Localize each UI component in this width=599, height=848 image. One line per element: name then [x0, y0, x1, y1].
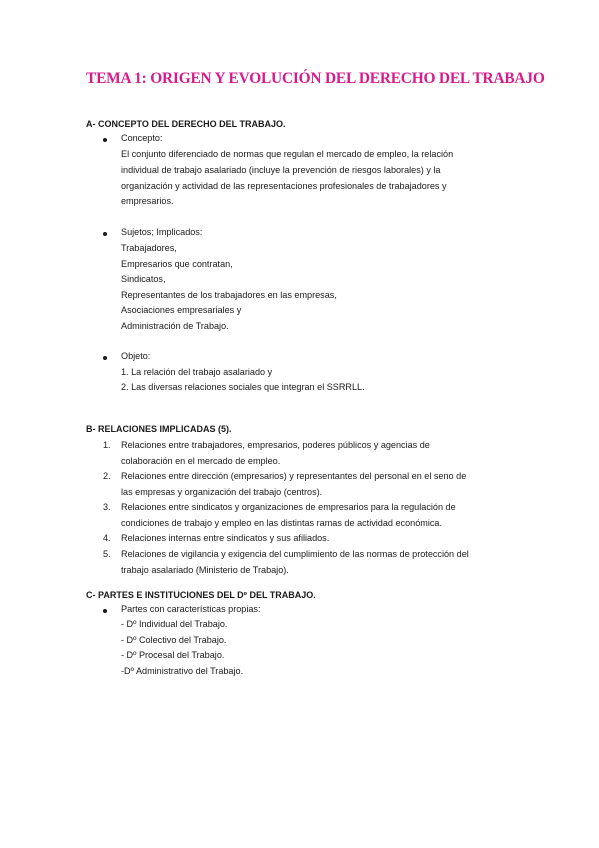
sujetos-line: Empresarios que contratan,	[121, 259, 233, 269]
list-item-line: las empresas y organización del trabajo (centros).	[121, 487, 323, 497]
list-item-number: 2.	[103, 471, 111, 481]
list-item-line: Relaciones entre dirección (empresarios) y representantes del personal en el seno de	[121, 471, 467, 481]
partes-line: - Dº Procesal del Trabajo.	[121, 650, 225, 660]
partes-line: -Dº Administrativo del Trabajo.	[121, 666, 244, 676]
objeto-line: 2. Las diversas relaciones sociales que integran el SSRRLL.	[121, 382, 365, 392]
concepto-label: Concepto:	[121, 133, 163, 143]
sujetos-line: Trabajadores,	[121, 243, 177, 253]
list-item-number: 1.	[103, 440, 111, 450]
partes-line: - Dº Individual del Trabajo.	[121, 619, 228, 629]
section-b-heading: B- RELACIONES IMPLICADAS (5).	[86, 424, 232, 434]
concepto-line: El conjunto diferenciado de normas que regulan el mercado de empleo, la relación	[121, 149, 454, 159]
list-item-line: condiciones de trabajo y empleo en las distintas ramas de actividad económica.	[121, 518, 442, 528]
section-c-heading: C- PARTES E INSTITUCIONES DEL Dº DEL TRABAJO.	[86, 590, 316, 600]
list-item-number: 3.	[103, 502, 111, 512]
list-item-number: 5.	[103, 549, 111, 559]
list-item-line: trabajo asalariado (Ministerio de Trabajo).	[121, 565, 289, 575]
bullet-icon	[103, 232, 107, 236]
concepto-line: empresarios.	[121, 196, 174, 206]
list-item-line: Relaciones entre sindicatos y organizaciones de empresarios para la regulación de	[121, 502, 456, 512]
document-title: TEMA 1: ORIGEN Y EVOLUCIÓN DEL DERECHO DEL TRABAJO	[86, 70, 545, 87]
objeto-line: 1. La relación del trabajo asalariado y	[121, 367, 273, 377]
partes-label: Partes con características propias:	[121, 604, 261, 614]
bullet-icon	[103, 138, 107, 142]
list-item-line: colaboración en el mercado de empleo.	[121, 456, 281, 466]
list-item-number: 4.	[103, 533, 111, 543]
sujetos-line: Administración de Trabajo.	[121, 321, 229, 331]
bullet-icon	[103, 356, 107, 360]
sujetos-label: Sujetos; Implicados:	[121, 227, 203, 237]
sujetos-line: Representantes de los trabajadores en las empresas,	[121, 290, 337, 300]
section-a-heading: A- CONCEPTO DEL DERECHO DEL TRABAJO.	[86, 119, 286, 129]
objeto-label: Objeto:	[121, 351, 151, 361]
concepto-line: individual de trabajo asalariado (incluye la prevención de riesgos laborales) y la	[121, 165, 441, 175]
list-item-line: Relaciones internas entre sindicatos y sus afiliados.	[121, 533, 330, 543]
list-item-line: Relaciones de vigilancia y exigencia del cumplimiento de las normas de protección del	[121, 549, 469, 559]
list-item-line: Relaciones entre trabajadores, empresarios, poderes públicos y agencias de	[121, 440, 430, 450]
sujetos-line: Sindicatos,	[121, 274, 166, 284]
partes-line: - Dº Colectivo del Trabajo.	[121, 635, 227, 645]
bullet-icon	[103, 609, 107, 613]
sujetos-line: Asociaciones empresariales y	[121, 305, 242, 315]
concepto-line: organización y actividad de las representaciones profesionales de trabajadores y	[121, 181, 447, 191]
